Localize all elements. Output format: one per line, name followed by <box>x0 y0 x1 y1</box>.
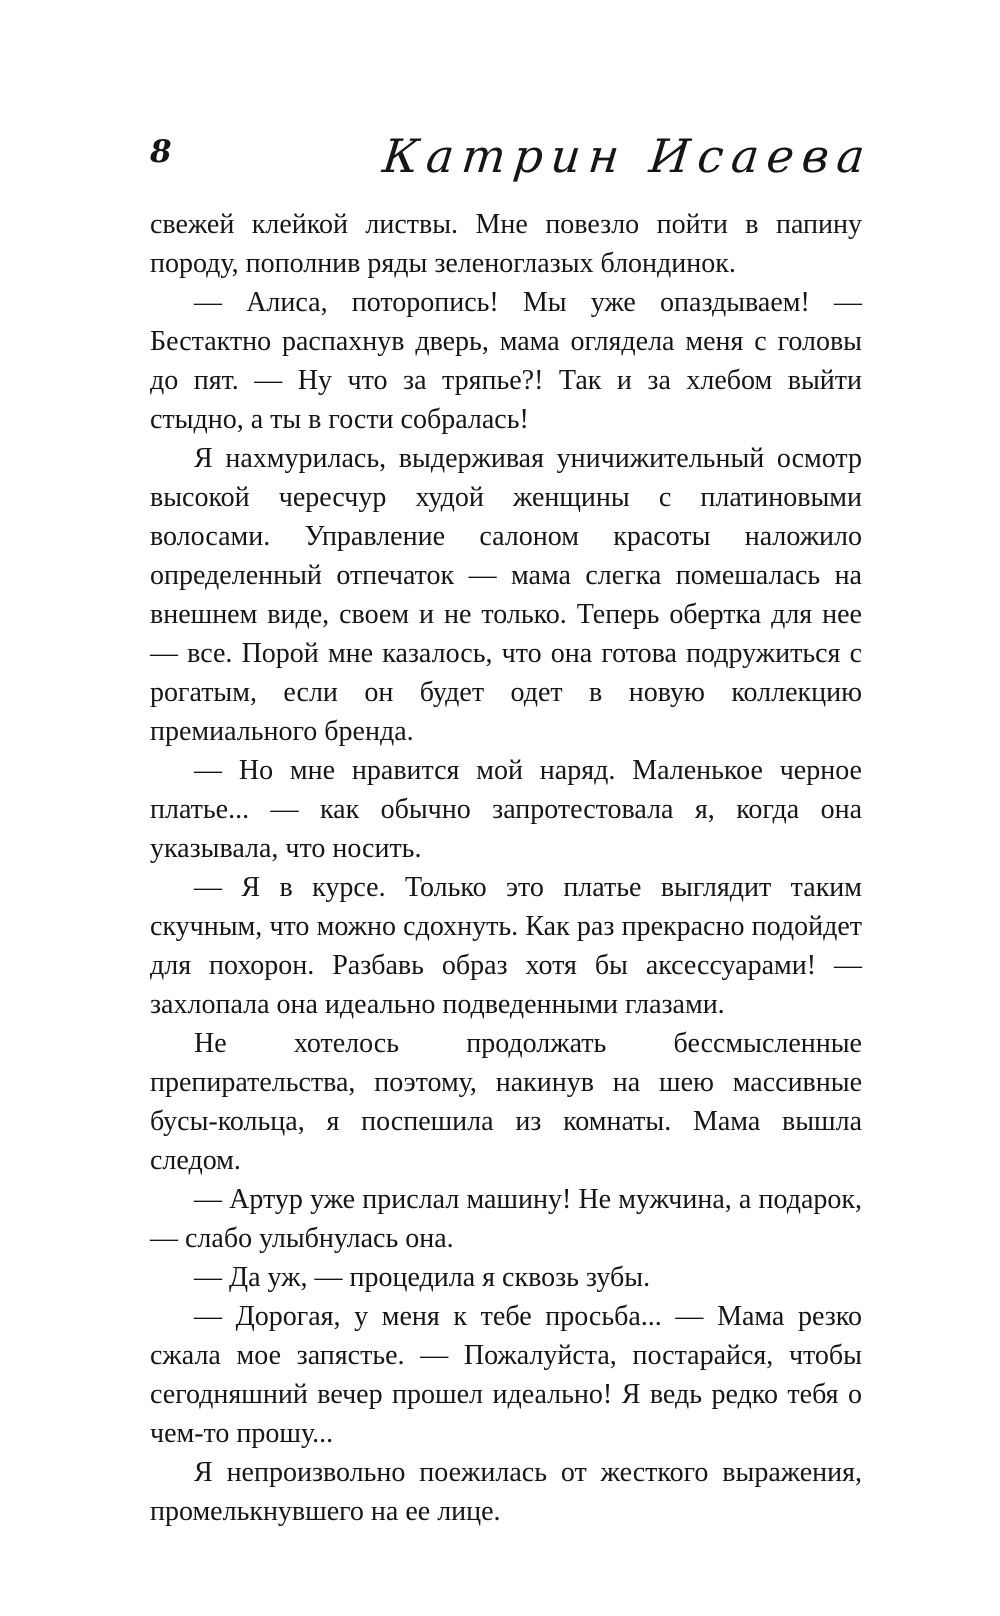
paragraph: — Я в курсе. Только это платье выглядит таким скучным, что можно сдохнуть. Как раз прекрасно подойдет для похорон. Разбавь образ хотя бы аксессуарами! — захлопала она идеально подведенными глазами. <box>150 872 862 1020</box>
paragraph: — Дорогая, у меня к тебе просьба... — Мама резко сжала мое запястье. — Пожалуйста, постарайся, чтобы сегодняшний вечер прошел идеально! Я ведь редко тебя о чем-то прошу... <box>150 1301 862 1449</box>
paragraph: Я непроизвольно поежилась от жесткого выражения, промелькнувшего на ее лице. <box>150 1457 862 1527</box>
paragraph: — Алиса, поторопись! Мы уже опаздываем! — Бестактно распахнув дверь, мама оглядела меня с головы до пят. — Ну что за тряпье?! Так и за хлебом выйти стыдно, а ты в гости собралась! <box>150 287 862 435</box>
paragraph: Я нахмурилась, выдерживая уничижительный осмотр высокой чересчур худой женщины с платиновыми волосами. Управление салоном красоты наложило определенный отпечаток — мама слегка помешалась на внешнем виде, своем и не только. Теперь обертка для нее — все. Порой мне казалось, что она готова подружиться с рогатым, если он будет одет в новую коллекцию премиального бренда. <box>150 443 862 747</box>
paragraph: — Артур уже прислал машину! Не мужчина, а подарок, — слабо улыбнулась она. <box>150 1184 862 1254</box>
page-header <box>150 108 875 204</box>
text-container <box>150 205 862 1531</box>
paragraph: — Да уж, — процедила я сквозь зубы. <box>194 1262 651 1293</box>
paragraph: — Но мне нравится мой наряд. Маленькое черное платье... — как обычно запротестовала я, когда она указывала, что носить. <box>150 755 862 864</box>
page-number: 8 <box>150 133 172 170</box>
running-head-author: Катрин Исаева <box>379 129 875 183</box>
paragraph: Не хотелось продолжать бессмысленные препирательства, поэтому, накинув на шею массивные бусы-кольца, я поспешила из комнаты. Мама вышла следом. <box>150 1028 862 1176</box>
paragraph: свежей клейкой листвы. Мне повезло пойти в папину породу, пополнив ряды зеленоглазых блондинок. <box>150 209 862 279</box>
